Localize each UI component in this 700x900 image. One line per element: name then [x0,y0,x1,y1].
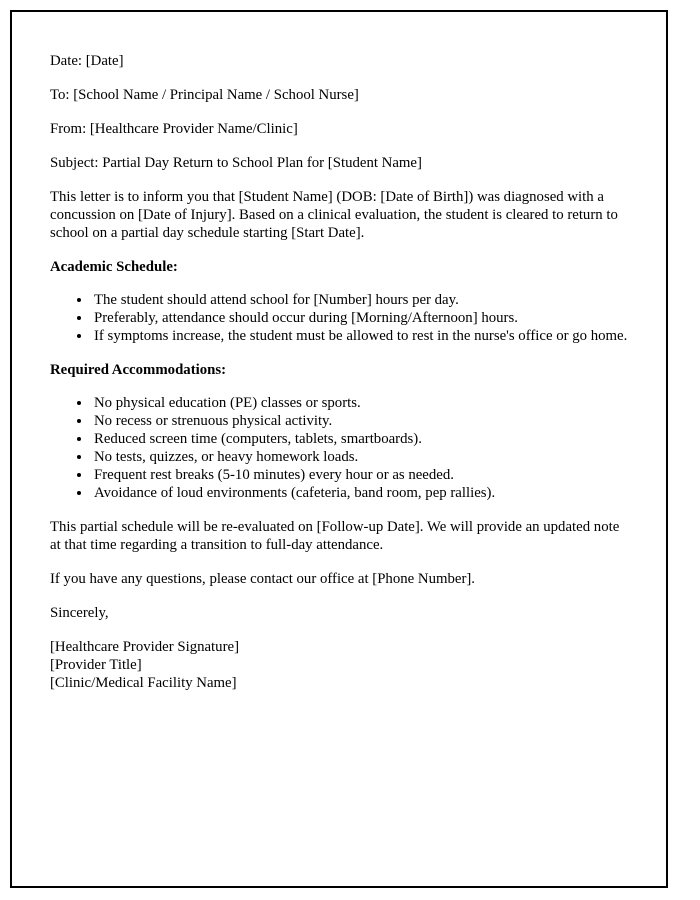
signature-line: [Provider Title] [50,657,142,673]
date-line: Date: [Date] [50,53,124,69]
list-item: • Avoidance of loud environments (cafeteria, band room, pep rallies). [92,484,628,502]
list-item: • Reduced screen time (computers, tablets, smartboards). [92,430,628,448]
to-line: To: [School Name / Principal Name / School Nurse] [50,87,359,103]
academic-schedule-heading: Academic Schedule: [50,259,178,275]
from-line: From: [Healthcare Provider Name/Clinic] [50,121,298,137]
list-item: • No physical education (PE) classes or sports. [92,394,628,412]
intro-paragraph: This letter is to inform you that [Student Name] (DOB: [Date of Birth]) was diagnosed with a concussion on [Date of Injury]. Based on a clinical evaluation, the student is cleared to return to school on a partial day schedule starting [Start Date]. [50,189,618,241]
list-item: • The student should attend school for [Number] hours per day. [92,291,628,309]
letter-page [10,10,668,888]
list-item: • Frequent rest breaks (5-10 minutes) every hour or as needed. [92,466,628,484]
list-item: • No tests, quizzes, or heavy homework loads. [92,448,628,466]
signature-line: [Clinic/Medical Facility Name] [50,675,237,691]
signature-block [50,638,628,692]
academic-schedule-list [50,291,628,345]
required-accommodations-list [50,394,628,502]
letter-content [12,12,666,692]
required-accommodations-heading: Required Accommodations: [50,362,227,378]
subject-line: Subject: Partial Day Return to School Plan for [Student Name] [50,155,422,171]
signature-line: [Healthcare Provider Signature] [50,639,239,655]
closing-line: Sincerely, [50,605,109,621]
contact-paragraph: If you have any questions, please contact our office at [Phone Number]. [50,571,475,587]
list-item: • No recess or strenuous physical activity. [92,412,628,430]
reevaluation-paragraph: This partial schedule will be re-evaluated on [Follow-up Date]. We will provide an updated note at that time regarding a transition to full-day attendance. [50,519,620,553]
list-item: • If symptoms increase, the student must be allowed to rest in the nurse's office or go home. [92,327,628,345]
list-item: • Preferably, attendance should occur during [Morning/Afternoon] hours. [92,309,628,327]
